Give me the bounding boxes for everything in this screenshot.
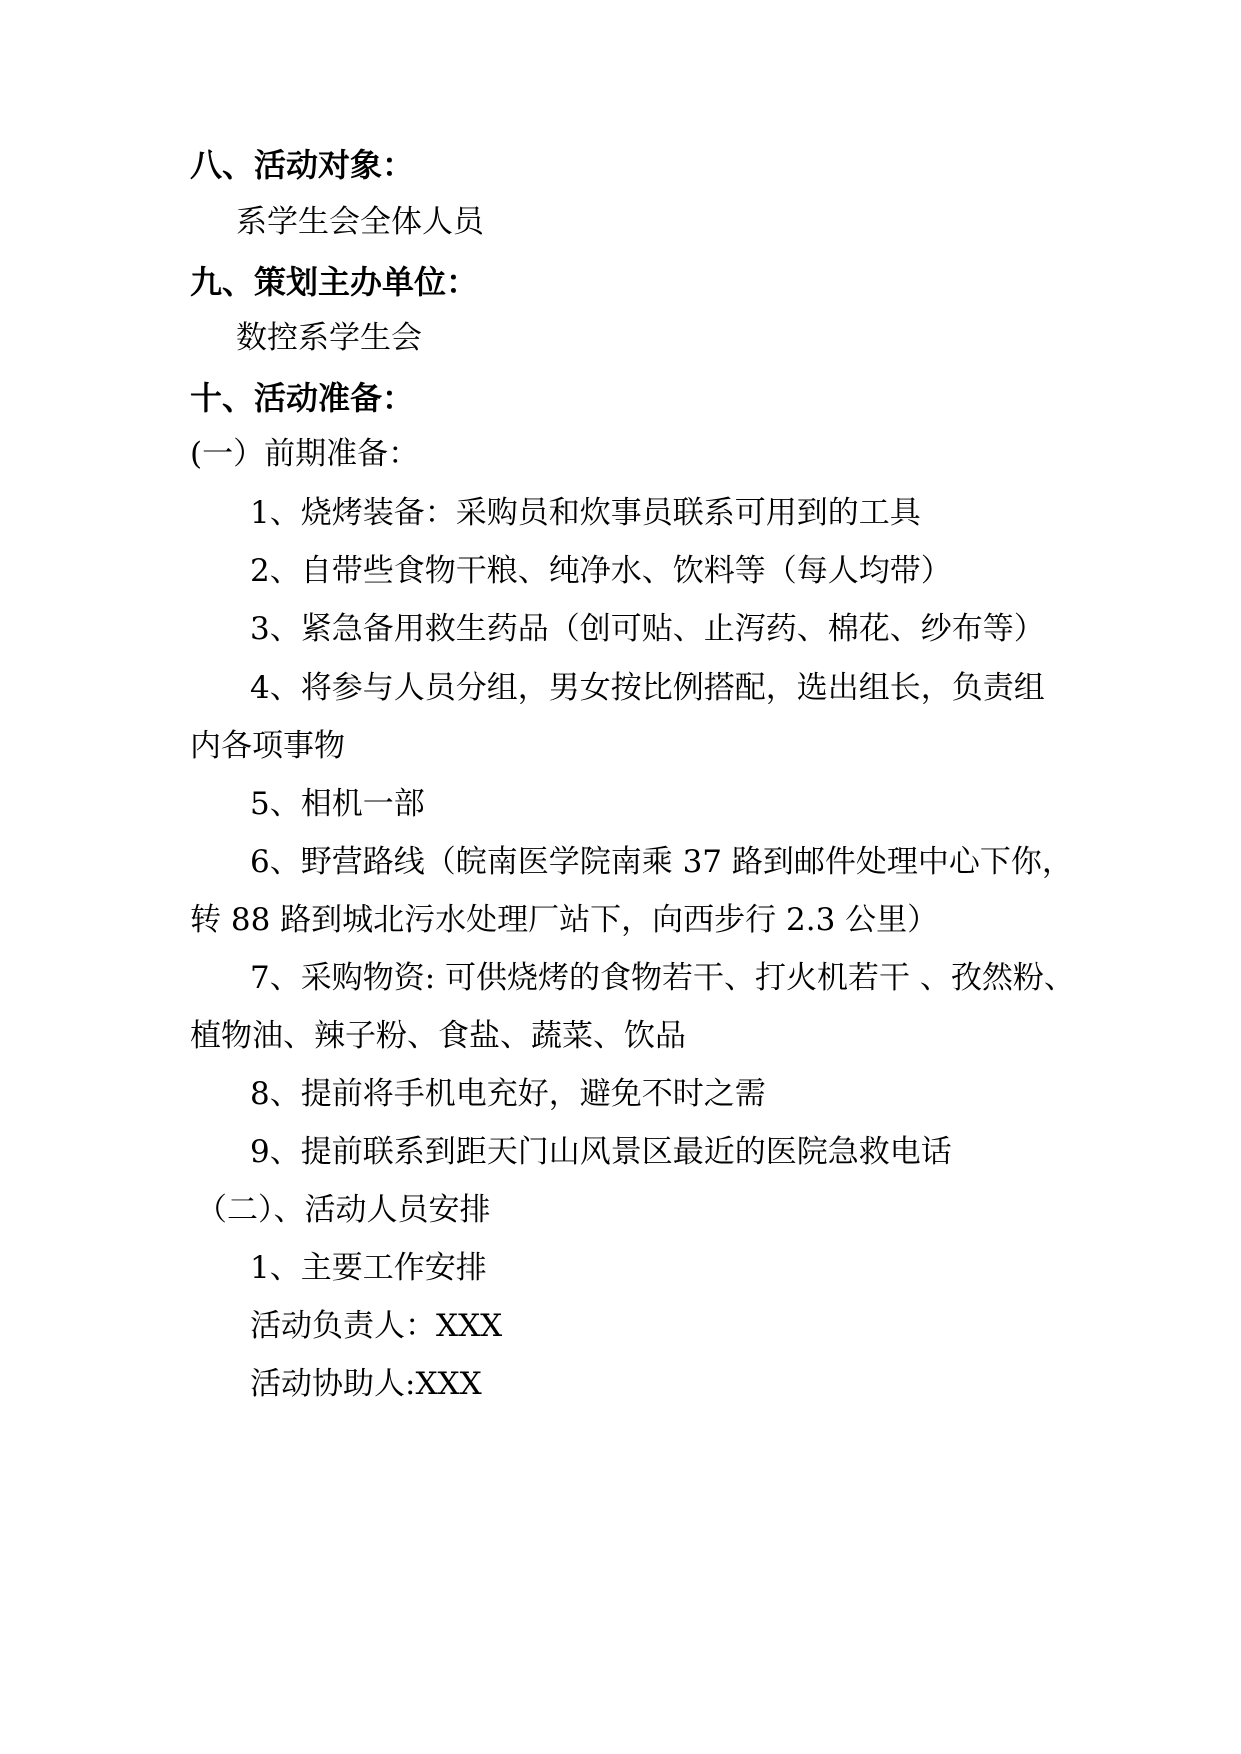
part-1-title: (一）前期准备：: [190, 436, 420, 472]
section-9-body: 数控系学生会: [236, 320, 422, 356]
list-item-continuation: 内各项事物: [190, 728, 345, 764]
list-item: 9、提前联系到距天门山风景区最近的医院急救电话: [250, 1134, 952, 1170]
list-item-continuation: 转 88 路到城北污水处理厂站下，向西步行 2.3 公里）: [190, 902, 939, 938]
list-item: 5、相机一部: [250, 786, 425, 822]
list-item-continuation: 植物油、辣子粉、食盐、蔬菜、饮品: [190, 1018, 686, 1054]
list-item: 4、将参与人员分组，男女按比例搭配，选出组长，负责组: [250, 670, 1045, 706]
section-8-heading: 八、活动对象：: [190, 146, 415, 184]
section-9-heading: 九、策划主办单位：: [190, 263, 479, 301]
list-item: 2、自带些食物干粮、纯净水、饮料等（每人均带）: [250, 553, 952, 589]
list-item: 活动协助人:XXX: [250, 1366, 482, 1402]
list-item: 6、野营路线（皖南医学院南乘 37 路到邮件处理中心下你，: [250, 844, 1073, 880]
list-item: 8、提前将手机电充好，避免不时之需: [250, 1076, 766, 1112]
list-item: 1、主要工作安排: [250, 1250, 487, 1286]
section-8-body: 系学生会全体人员: [236, 204, 484, 240]
list-item: 3、紧急备用救生药品（创可贴、止泻药、棉花、纱布等）: [250, 611, 1045, 647]
list-item: 活动负责人：XXX: [250, 1308, 503, 1344]
list-item: 1、烧烤装备：采购员和炊事员联系可用到的工具: [250, 495, 921, 531]
section-10-heading: 十、活动准备：: [190, 379, 415, 417]
list-item: 7、采购物资: 可供烧烤的食物若干、打火机若干 、孜然粉、: [250, 960, 1075, 996]
part-2-title: （二）、活动人员安排: [196, 1192, 491, 1228]
